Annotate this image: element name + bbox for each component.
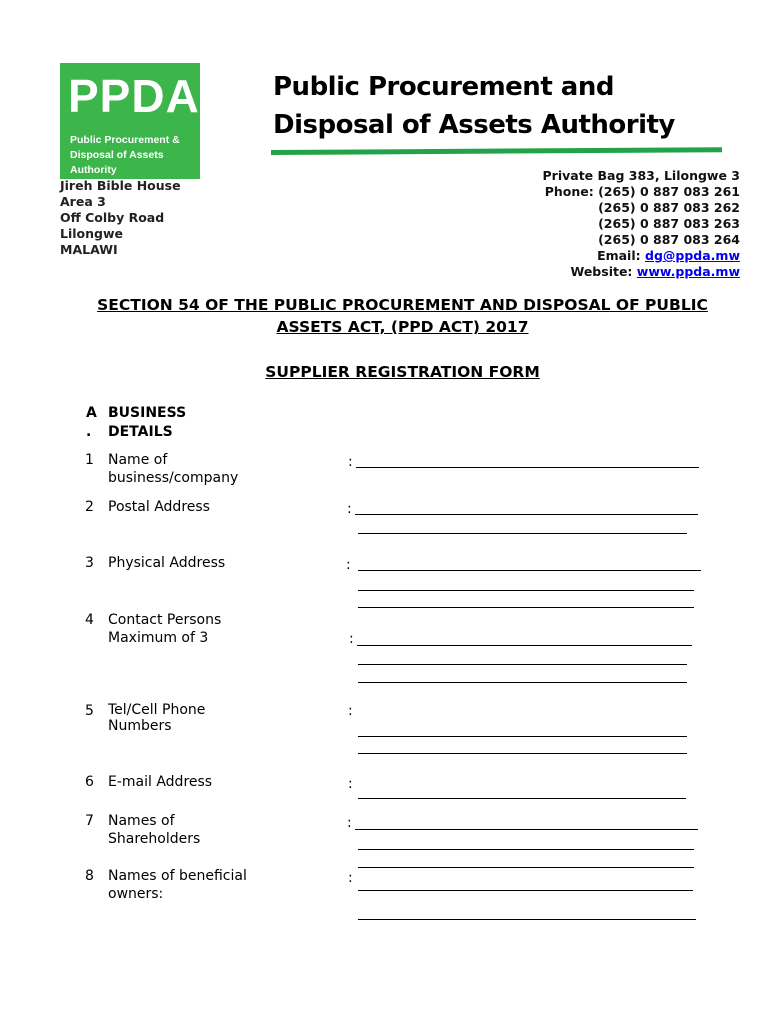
section-title: SECTION 54 OF THE PUBLIC PROCUREMENT AND DISPOSAL OF PUBLIC ASSETS ACT, (PPD ACT) 2017 — [97, 296, 708, 336]
contact-block — [543, 168, 741, 280]
organisation-name: Public Procurement and Disposal of Assets Authority — [273, 72, 675, 140]
field-colon-1: : — [348, 454, 353, 470]
phone-number-1: (265) 0 887 083 261 — [598, 184, 740, 199]
logo-acronym: PPDA — [68, 70, 200, 122]
business-name-field[interactable] — [356, 467, 699, 468]
postal-address-field-line-1[interactable] — [355, 514, 698, 515]
field-number-5: 5 — [85, 703, 94, 719]
field-colon-8: : — [348, 870, 353, 886]
field-number-4: 4 — [85, 612, 94, 628]
field-label-business-name: Name of business/company — [108, 452, 239, 486]
website-link[interactable]: www.ppda.mw — [636, 264, 740, 279]
field-colon-5: : — [348, 703, 353, 719]
website-line — [543, 264, 741, 280]
shareholders-field-line-3[interactable] — [358, 867, 694, 868]
phone-number-3: (265) 0 887 083 263 — [598, 216, 740, 231]
postal-address-field-line-2[interactable] — [358, 533, 687, 534]
shareholders-field-line-1[interactable] — [355, 829, 698, 830]
field-colon-6: : — [348, 776, 353, 792]
field-colon-3: : — [346, 557, 351, 573]
physical-address-field-line-1[interactable] — [358, 570, 701, 571]
field-label-contact-persons: Contact Persons Maximum of 3 — [108, 612, 222, 646]
shareholders-field-line-2[interactable] — [358, 849, 694, 850]
website-label: Website: — [570, 264, 633, 279]
section-letter: A . — [86, 405, 97, 440]
field-number-6: 6 — [85, 774, 94, 790]
physical-address-field-line-3[interactable] — [358, 607, 694, 608]
form-title: SUPPLIER REGISTRATION FORM — [265, 363, 540, 381]
private-bag: Private Bag 383, Lilongwe 3 — [542, 168, 740, 183]
phone-label: Phone: — [544, 184, 594, 199]
email-link[interactable]: dg@ppda.mw — [645, 248, 740, 263]
field-label-postal-address: Postal Address — [108, 499, 210, 515]
field-number-1: 1 — [85, 452, 94, 468]
field-colon-7: : — [347, 815, 352, 831]
phone-line-1 — [543, 184, 741, 200]
field-label-email-address: E-mail Address — [108, 774, 213, 790]
phone-number-2: (265) 0 887 083 262 — [598, 200, 740, 215]
section-heading: BUSINESS DETAILS — [108, 405, 187, 440]
field-label-beneficial-owners: Names of beneficial owners: — [108, 868, 247, 902]
ppda-logo — [60, 63, 200, 179]
email-line — [543, 248, 741, 264]
contact-persons-field-line-3[interactable] — [358, 682, 687, 683]
physical-address-field-line-2[interactable] — [358, 590, 694, 591]
field-colon-2: : — [347, 501, 352, 517]
header-divider — [271, 147, 722, 155]
field-number-8: 8 — [85, 868, 94, 884]
email-label: Email: — [597, 248, 641, 263]
physical-address-block: Jireh Bible House Area 3 Off Colby Road Lilongwe MALAWI — [60, 178, 181, 257]
phone-number-4: (265) 0 887 083 264 — [598, 232, 740, 247]
field-number-3: 3 — [85, 555, 94, 571]
phone-numbers-field-line-1[interactable] — [358, 736, 687, 737]
contact-persons-field-line-2[interactable] — [358, 664, 687, 665]
field-label-physical-address: Physical Address — [108, 555, 226, 571]
field-label-shareholders: Names of Shareholders — [108, 813, 201, 847]
email-address-field[interactable] — [358, 798, 686, 799]
beneficial-owners-field-line-2[interactable] — [358, 919, 696, 920]
logo-subtitle: Public Procurement & Disposal of Assets Authority — [70, 134, 180, 176]
field-number-2: 2 — [85, 499, 94, 515]
field-number-7: 7 — [85, 813, 94, 829]
field-label-phone-numbers: Tel/Cell Phone Numbers — [108, 702, 206, 734]
field-colon-4: : — [349, 631, 354, 647]
contact-persons-field-line-1[interactable] — [357, 645, 692, 646]
phone-numbers-field-line-2[interactable] — [358, 753, 687, 754]
beneficial-owners-field-line-1[interactable] — [358, 890, 693, 891]
